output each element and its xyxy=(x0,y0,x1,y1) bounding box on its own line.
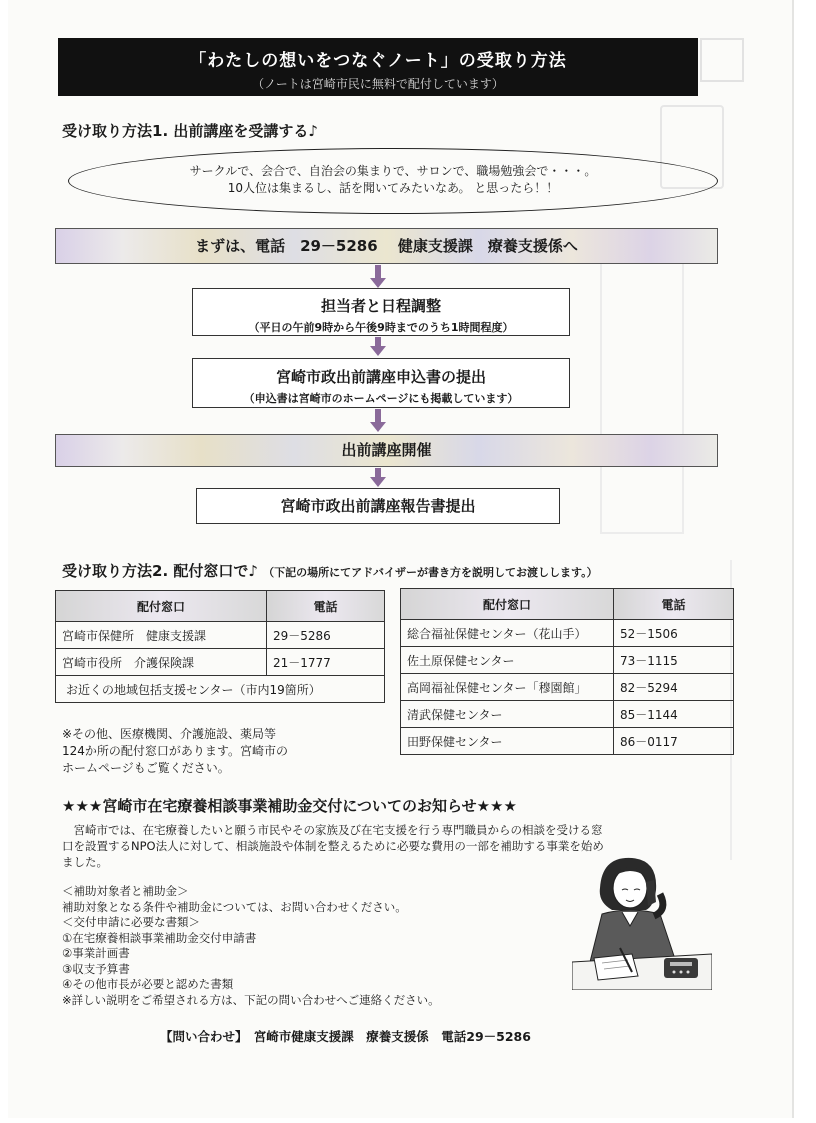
table-row xyxy=(401,674,734,701)
window-name: 佐土原保健センター xyxy=(401,647,614,674)
window-phone: 85－1144 xyxy=(614,701,734,728)
window-name: 宮崎市役所 介護保険課 xyxy=(56,649,267,676)
step-lecture-bar xyxy=(55,434,718,467)
notice-list-item: ③収支予算書 xyxy=(62,961,130,976)
window-name: 田野保健センター xyxy=(401,728,614,755)
distribution-table-left xyxy=(55,590,385,703)
column-header-window: 配付窓口 xyxy=(56,591,267,622)
table-row xyxy=(401,647,734,674)
step-call-text: まずは、電話 29－5286 健康支援課 療養支援係へ xyxy=(195,237,578,255)
column-header-window: 配付窓口 xyxy=(401,589,614,620)
notice-list xyxy=(62,884,440,1008)
notice-list-item: ②事業計画書 xyxy=(62,946,130,960)
method1-heading: 受け取り方法1. 出前講座を受講する♪ xyxy=(62,122,318,140)
banner-subtitle: （ノートは宮崎市民に無料で配付しています） xyxy=(252,77,504,91)
window-phone: 86－0117 xyxy=(614,728,734,755)
step-report-title: 宮崎市政出前講座報告書提出 xyxy=(280,497,476,515)
notice-list-item: ④その他市長が必要と認めた書類 xyxy=(62,977,234,991)
note-line: ホームページもご覧ください。 xyxy=(62,761,230,775)
step-call-bar xyxy=(55,228,718,264)
method2-heading-note: （下記の場所にてアドバイザーが書き方を説明してお渡しします。） xyxy=(263,566,598,579)
step-application-title: 宮崎市政出前講座申込書の提出 xyxy=(275,368,486,386)
notice-body-line: 口を設置するNPO法人に対して、相談施設や体制を整えるために必要な費用の一部を補助する事業を始め xyxy=(62,839,604,853)
window-phone: 73－1115 xyxy=(614,647,734,674)
bleed-through-decoration xyxy=(600,250,684,534)
distribution-table-right xyxy=(400,588,734,755)
step-schedule-note: （平日の午前9時から午後9時までのうち1時間程度） xyxy=(248,321,514,334)
bubble-line-1: サークルで、会合で、自治会の集まりで、サロンで、職場勉強会で・・・。 xyxy=(189,164,597,178)
notice-list-item: ＜補助対象者と補助金＞ xyxy=(62,884,189,898)
method2-heading-title: 受け取り方法2. 配付窓口で♪ xyxy=(62,562,258,580)
table-row xyxy=(56,649,385,676)
window-name: 清武保健センター xyxy=(401,701,614,728)
table-row xyxy=(56,622,385,649)
notice-list-item: 補助対象となる条件や補助金については、お問い合わせください。 xyxy=(62,899,407,914)
notice-body-line: 宮崎市では、在宅療養したいと願う市民やその家族及び在宅支援を行う専門職員からの相談を受ける窓 xyxy=(62,823,603,837)
step-report-box xyxy=(196,488,560,524)
other-windows-note xyxy=(62,726,288,777)
notice-list-item: ＜交付申請に必要な書類＞ xyxy=(62,915,200,929)
window-span-row: お近くの地域包括支援センター（市内19箇所） xyxy=(56,676,385,703)
step-schedule-box xyxy=(192,288,570,336)
flow-arrow-down-icon xyxy=(370,422,386,432)
flow-arrow-down-icon xyxy=(370,346,386,356)
banner-title: 「わたしの想いをつなぐノート」の受取り方法 xyxy=(189,51,567,71)
bubble-line-2: 10人位は集まるし、話を聞いてみたいなあ。 と思ったら！！ xyxy=(227,181,559,195)
speech-bubble xyxy=(68,148,718,214)
table-row xyxy=(56,676,385,703)
title-banner xyxy=(58,38,698,96)
window-phone: 21－1777 xyxy=(267,649,385,676)
flow-arrow-down-icon xyxy=(370,477,386,487)
bleed-through-decoration xyxy=(700,38,744,82)
window-phone: 29－5286 xyxy=(267,622,385,649)
window-phone: 82－5294 xyxy=(614,674,734,701)
notice-body-line: ました。 xyxy=(62,855,108,869)
note-line: 124か所の配付窓口があります。宮崎市の xyxy=(62,744,288,758)
window-name: 総合福祉保健センター（花山手） xyxy=(401,620,614,647)
table-row xyxy=(401,701,734,728)
table-row xyxy=(401,728,734,755)
notice-list-item: ①在宅療養相談事業補助金交付申請書 xyxy=(62,930,257,945)
window-name: 高岡福祉保健センター「穆園館」 xyxy=(401,674,614,701)
flow-arrow-stem xyxy=(375,409,381,423)
notice-list-item: ※詳しい説明をご希望される方は、下記の問い合わせへご連絡ください。 xyxy=(62,992,440,1007)
bleed-through-decoration xyxy=(730,560,772,860)
step-lecture-text: 出前講座開催 xyxy=(341,441,432,459)
column-header-phone: 電話 xyxy=(267,591,385,622)
contact-info: 【問い合わせ】 宮崎市健康支援課 療養支援係 電話29－5286 xyxy=(160,1029,531,1044)
step-application-note: （申込書は宮崎市のホームページにも掲載しています） xyxy=(243,392,519,405)
woman-on-phone-illustration xyxy=(572,850,712,990)
note-line: ※その他、医療機関、介護施設、薬局等 xyxy=(62,727,277,741)
window-name: 宮崎市保健所 健康支援課 xyxy=(56,622,267,649)
step-application-box xyxy=(192,358,570,408)
flow-arrow-down-icon xyxy=(370,278,386,288)
method2-heading xyxy=(62,560,598,581)
table-row xyxy=(401,620,734,647)
notice-title: ★★★宮崎市在宅療養相談事業補助金交付についてのお知らせ★★★ xyxy=(62,797,517,815)
step-schedule-title: 担当者と日程調整 xyxy=(320,297,441,315)
column-header-phone: 電話 xyxy=(614,589,734,620)
window-phone: 52－1506 xyxy=(614,620,734,647)
flow-arrow-stem xyxy=(375,265,381,279)
